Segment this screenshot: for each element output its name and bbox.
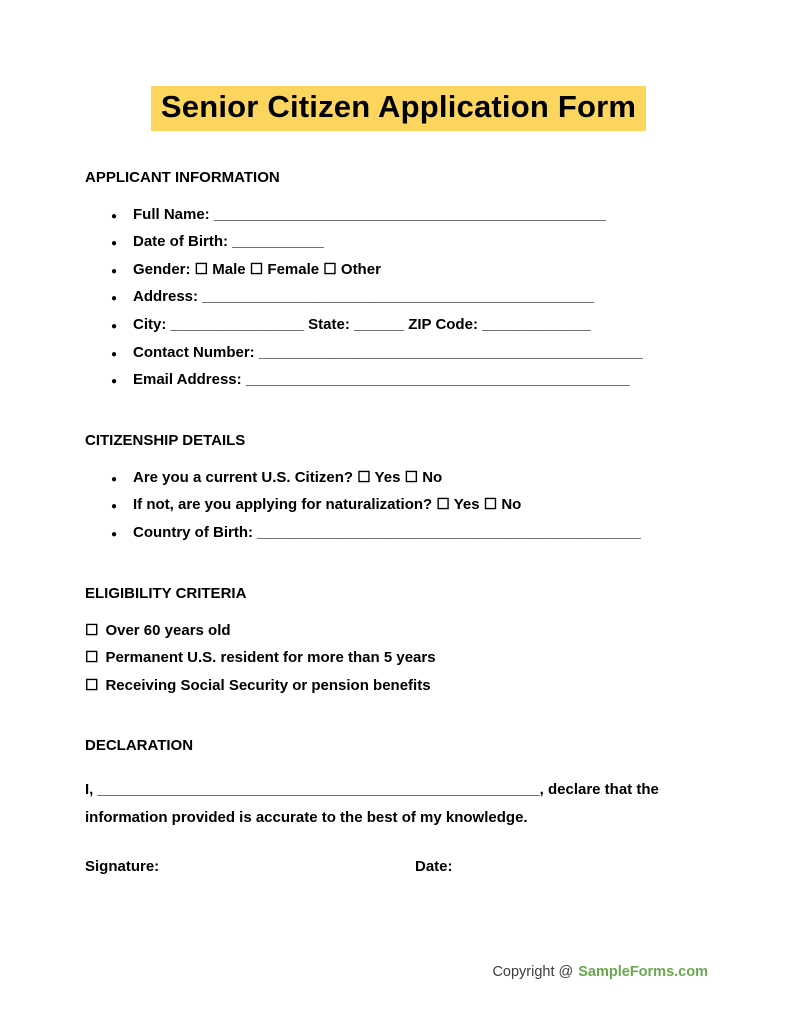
signature-row — [85, 858, 712, 875]
section-heading-declaration: DECLARATION — [85, 737, 194, 755]
signature-label: Signature: — [85, 858, 160, 876]
eligibility-benefits-label: Receiving Social Security or pension benefits — [105, 676, 431, 694]
bullet-icon — [111, 464, 117, 494]
field-email-address — [85, 366, 712, 394]
bullet-icon — [111, 311, 117, 341]
form-title: Senior Citizen Application Form — [151, 86, 646, 131]
field-contact-number — [85, 339, 712, 367]
title-container — [0, 0, 797, 131]
form-content — [0, 169, 797, 876]
field-full-name — [85, 201, 712, 229]
field-date-of-birth — [85, 228, 712, 256]
section-heading-eligibility-criteria: ELIGIBILITY CRITERIA — [85, 584, 247, 602]
field-contact-number-text: Contact Number: ______________________________________________ — [133, 343, 643, 361]
field-city-state-zip — [85, 311, 712, 339]
eligibility-benefits — [85, 672, 712, 700]
checkbox-icon: ☐ — [85, 621, 99, 639]
question-us-citizen — [85, 464, 712, 492]
field-gender-text: Gender: ☐ Male ☐ Female ☐ Other — [133, 260, 381, 278]
bullet-icon — [111, 283, 117, 313]
question-naturalization — [85, 491, 712, 519]
field-country-of-birth — [85, 519, 712, 547]
field-date-of-birth-text: Date of Birth: ___________ — [133, 233, 324, 251]
applicant-field-list — [85, 201, 712, 394]
sampleforms-link[interactable]: SampleForms.com — [578, 964, 708, 980]
field-full-name-text: Full Name: _______________________________________________ — [133, 205, 606, 223]
eligibility-permanent-resident — [85, 644, 712, 672]
bullet-icon — [111, 201, 117, 231]
question-us-citizen-text: Are you a current U.S. Citizen? ☐ Yes ☐ No — [133, 468, 443, 486]
citizenship-field-list — [85, 464, 712, 547]
declaration-text: I, _____________________________________________________, declare that the information provided is accurate to the best of my knowledge. — [85, 781, 659, 827]
footer — [492, 964, 708, 980]
field-address — [85, 283, 712, 311]
field-city-state-zip-text: City: ________________ State: ______ ZIP Code: _____________ — [133, 315, 591, 333]
checkbox-icon: ☐ — [85, 676, 99, 694]
eligibility-over-60 — [85, 617, 712, 645]
bullet-icon — [111, 366, 117, 396]
bullet-icon — [111, 519, 117, 549]
checkbox-icon: ☐ — [85, 649, 99, 667]
copyright-text: Copyright @ — [492, 964, 574, 980]
section-heading-applicant-information: APPLICANT INFORMATION — [85, 168, 280, 186]
bullet-icon — [111, 339, 117, 369]
field-email-address-text: Email Address: ______________________________________________ — [133, 371, 630, 389]
field-country-of-birth-text: Country of Birth: ______________________________________________ — [133, 523, 641, 541]
section-heading-citizenship-details: CITIZENSHIP DETAILS — [85, 431, 246, 449]
eligibility-permanent-resident-label: Permanent U.S. resident for more than 5 years — [105, 649, 436, 667]
bullet-icon — [111, 256, 117, 286]
field-gender — [85, 256, 712, 284]
date-label: Date: — [415, 858, 453, 876]
eligibility-over-60-label: Over 60 years old — [105, 621, 231, 639]
bullet-icon — [111, 491, 117, 521]
bullet-icon — [111, 228, 117, 258]
field-address-text: Address: _______________________________________________ — [133, 288, 595, 306]
question-naturalization-text: If not, are you applying for naturalization? ☐ Yes ☐ No — [133, 496, 522, 514]
